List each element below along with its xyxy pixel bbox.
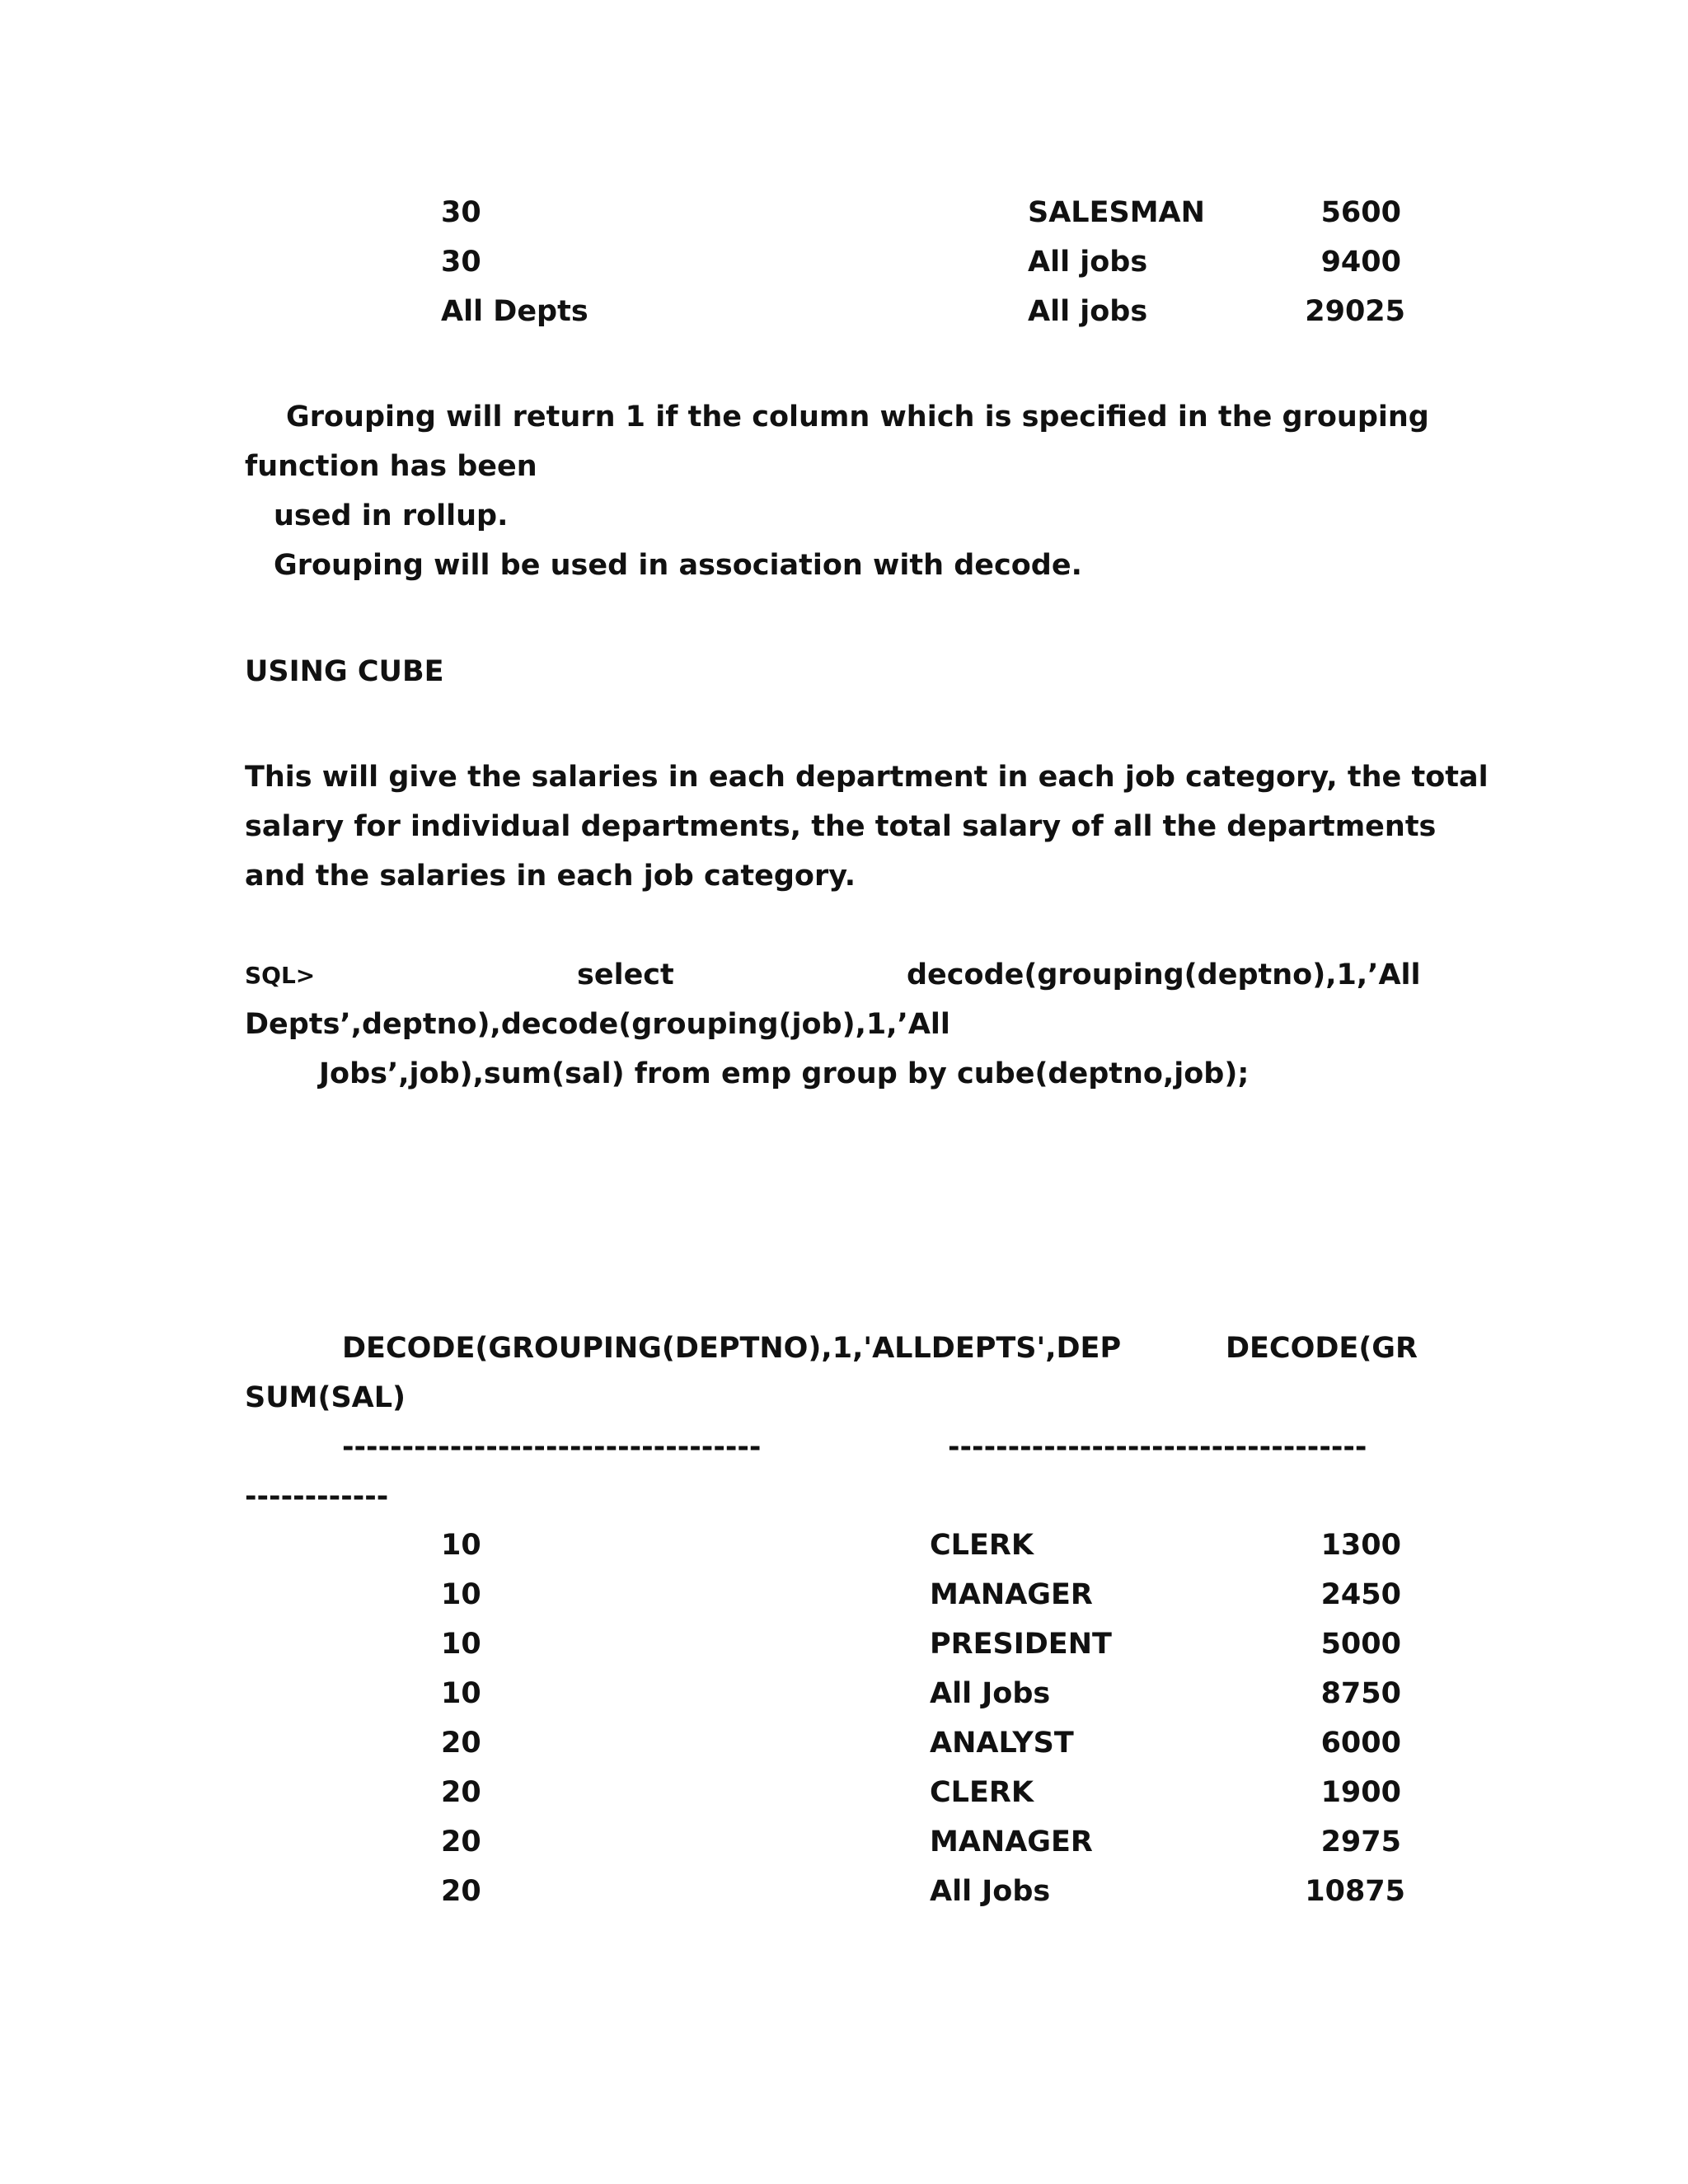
job-cell: MANAGER bbox=[930, 1825, 1093, 1858]
dept-cell: 10 bbox=[441, 1578, 481, 1611]
sal-cell: 9400 bbox=[1320, 246, 1401, 279]
column-header: DECODE(GROUPING(DEPTNO),1,'ALLDEPTS',DEP bbox=[342, 1332, 1122, 1365]
job-cell: All Jobs bbox=[930, 1875, 1051, 1908]
dept-cell: 30 bbox=[441, 196, 481, 229]
dept-cell: 10 bbox=[441, 1628, 481, 1661]
sql-line: Depts’,deptno),decode(grouping(job),1,’All bbox=[245, 1008, 950, 1041]
dept-cell: 10 bbox=[441, 1677, 481, 1710]
dept-cell: All Depts bbox=[441, 295, 588, 328]
sal-cell: 5000 bbox=[1320, 1628, 1401, 1661]
sal-cell: 2450 bbox=[1320, 1578, 1401, 1611]
grouping-note-line: used in rollup. bbox=[274, 499, 509, 532]
sal-cell: 2975 bbox=[1320, 1825, 1401, 1858]
column-header: DECODE(GR bbox=[1225, 1332, 1418, 1365]
job-cell: All jobs bbox=[1028, 295, 1148, 328]
sal-cell: 29025 bbox=[1305, 295, 1405, 328]
column-header: SUM(SAL) bbox=[245, 1381, 406, 1414]
job-cell: SALESMAN bbox=[1028, 196, 1205, 229]
sal-cell: 10875 bbox=[1305, 1875, 1405, 1908]
job-cell: All jobs bbox=[1028, 246, 1148, 279]
dept-cell: 10 bbox=[441, 1529, 481, 1562]
sql-line: decode(grouping(deptno),1,’All bbox=[907, 958, 1421, 991]
job-cell: ANALYST bbox=[930, 1727, 1074, 1760]
section-heading: USING CUBE bbox=[245, 655, 444, 688]
sal-cell: 1300 bbox=[1320, 1529, 1401, 1562]
job-cell: MANAGER bbox=[930, 1578, 1093, 1611]
sql-line: Jobs’,job),sum(sal) from emp group by cube(deptno,job); bbox=[319, 1057, 1250, 1090]
sal-cell: 8750 bbox=[1320, 1677, 1401, 1710]
dept-cell: 20 bbox=[441, 1825, 481, 1858]
header-divider: ----------------------------------- bbox=[948, 1431, 1367, 1464]
job-cell: PRESIDENT bbox=[930, 1628, 1112, 1661]
description-line: This will give the salaries in each department in each job category, the total bbox=[245, 761, 1489, 794]
sal-cell: 5600 bbox=[1320, 196, 1401, 229]
description-line: and the salaries in each job category. bbox=[245, 860, 856, 893]
description-line: salary for individual departments, the total salary of all the departments bbox=[245, 810, 1437, 843]
header-divider: ----------------------------------- bbox=[342, 1431, 762, 1464]
sal-cell: 6000 bbox=[1320, 1727, 1401, 1760]
dept-cell: 20 bbox=[441, 1875, 481, 1908]
dept-cell: 20 bbox=[441, 1776, 481, 1809]
grouping-note-line: function has been bbox=[245, 450, 537, 483]
sql-keyword-select: select bbox=[577, 958, 674, 991]
job-cell: CLERK bbox=[930, 1529, 1034, 1562]
grouping-note-line: Grouping will be used in association with decode. bbox=[274, 549, 1082, 582]
job-cell: All Jobs bbox=[930, 1677, 1051, 1710]
header-divider: ------------ bbox=[245, 1480, 389, 1513]
sal-cell: 1900 bbox=[1320, 1776, 1401, 1809]
grouping-note-line: Grouping will return 1 if the column which is specified in the grouping bbox=[286, 401, 1429, 434]
dept-cell: 30 bbox=[441, 246, 481, 279]
sql-prompt: SQL> bbox=[245, 962, 316, 989]
job-cell: CLERK bbox=[930, 1776, 1034, 1809]
dept-cell: 20 bbox=[441, 1727, 481, 1760]
